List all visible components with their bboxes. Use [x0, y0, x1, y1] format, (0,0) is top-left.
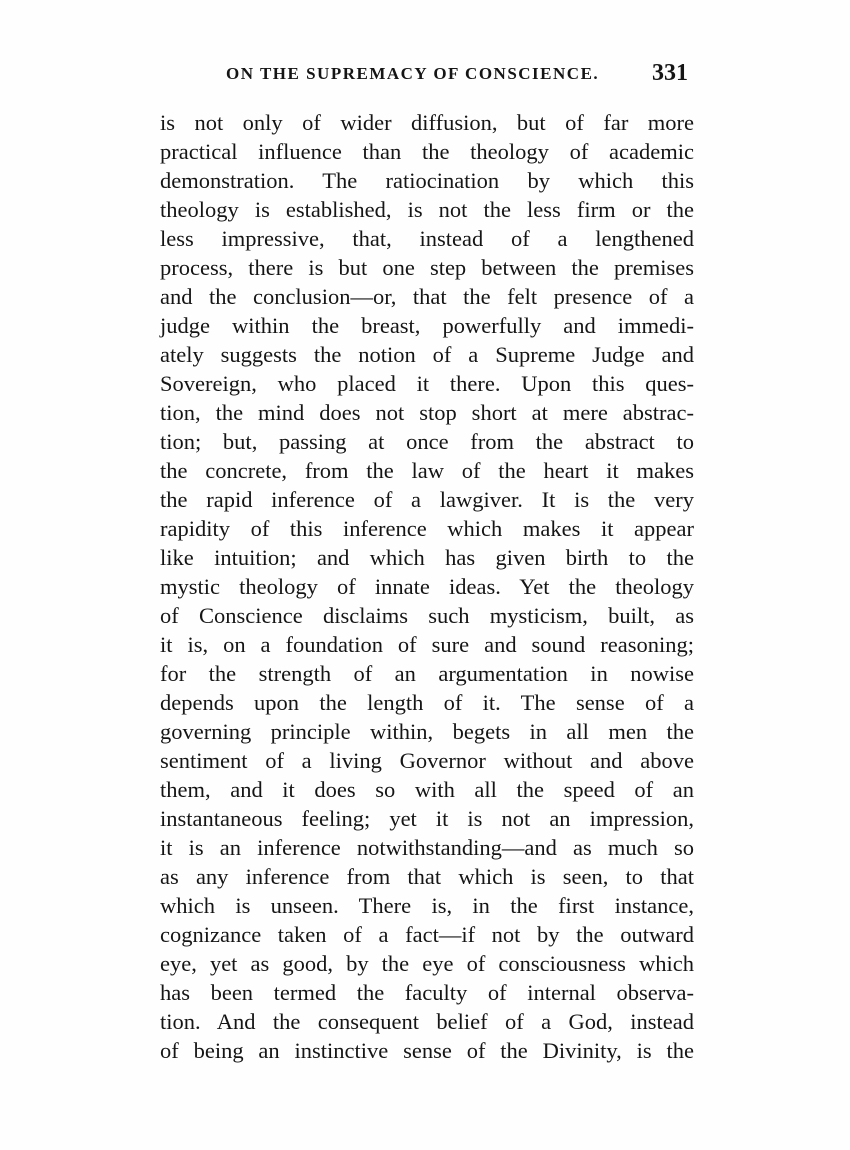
text-line: tion; but, passing at once from the abstract to — [160, 429, 694, 454]
text-line: less impressive, that, instead of a lengthened — [160, 226, 694, 251]
text-line: cognizance taken of a fact—if not by the outward — [160, 922, 694, 947]
text-line: mystic theology of innate ideas. Yet the theology — [160, 574, 694, 599]
text-line: it is, on a foundation of sure and sound reasoning; — [160, 632, 694, 657]
text-line: the rapid inference of a lawgiver. It is the very — [160, 487, 694, 512]
text-line: for the strength of an argumentation in nowise — [160, 661, 694, 686]
text-line: process, there is but one step between the premises — [160, 255, 694, 280]
body-text — [160, 108, 694, 1065]
text-line: theology is established, is not the less firm or the — [160, 197, 694, 222]
text-line: instantaneous feeling; yet it is not an impression, — [160, 806, 694, 831]
text-line: eye, yet as good, by the eye of consciousness which — [160, 951, 694, 976]
text-line: it is an inference notwithstanding—and as much so — [160, 835, 694, 860]
text-line: governing principle within, begets in all men the — [160, 719, 694, 744]
running-head — [160, 60, 688, 92]
text-line: judge within the breast, powerfully and immedi- — [160, 313, 694, 338]
text-line: demonstration. The ratiocination by which this — [160, 168, 694, 193]
text-line: of being an instinctive sense of the Divinity, is the — [160, 1038, 694, 1063]
text-line: as any inference from that which is seen, to that — [160, 864, 694, 889]
text-line: the concrete, from the law of the heart it makes — [160, 458, 694, 483]
text-line: has been termed the faculty of internal observa- — [160, 980, 694, 1005]
text-line: like intuition; and which has given birth to the — [160, 545, 694, 570]
text-line: of Conscience disclaims such mysticism, built, as — [160, 603, 694, 628]
text-line: tion. And the consequent belief of a God, instead — [160, 1009, 694, 1034]
page-number: 331 — [652, 60, 688, 86]
text-line: ately suggests the notion of a Supreme Judge and — [160, 342, 694, 367]
text-line: which is unseen. There is, in the first instance, — [160, 893, 694, 918]
text-line: tion, the mind does not stop short at mere abstrac- — [160, 400, 694, 425]
text-line: practical influence than the theology of academic — [160, 139, 694, 164]
text-line: sentiment of a living Governor without and above — [160, 748, 694, 773]
text-line: rapidity of this inference which makes it appear — [160, 516, 694, 541]
text-line: Sovereign, who placed it there. Upon this ques- — [160, 371, 694, 396]
running-title: ON THE SUPREMACY OF CONSCIENCE. — [226, 64, 600, 83]
text-line: them, and it does so with all the speed of an — [160, 777, 694, 802]
text-line: and the conclusion—or, that the felt presence of a — [160, 284, 694, 309]
text-line: depends upon the length of it. The sense of a — [160, 690, 694, 715]
text-line: is not only of wider diffusion, but of far more — [160, 110, 694, 135]
